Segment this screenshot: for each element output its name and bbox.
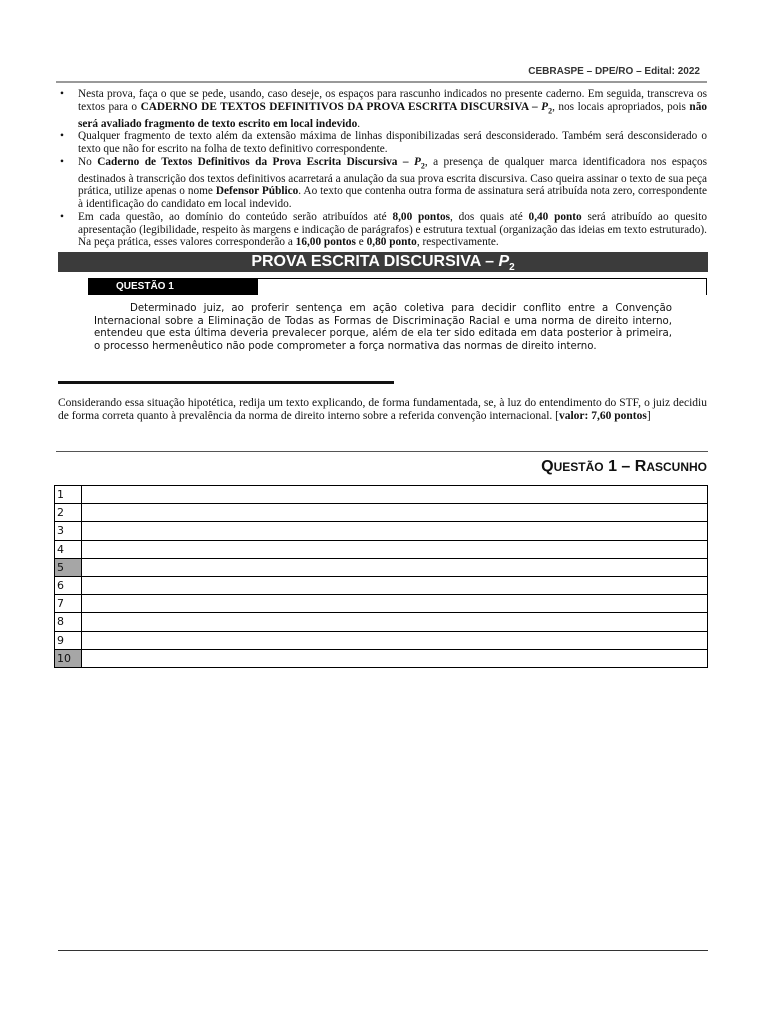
instruction-text: No	[78, 155, 98, 168]
instruction-text: 16,00 pontos	[295, 236, 356, 249]
bullet-icon: •	[60, 155, 64, 168]
question-tab-line	[258, 278, 706, 279]
instruction-item	[58, 130, 707, 155]
draft-line-row	[55, 486, 708, 504]
line-number: 1	[55, 486, 82, 504]
question-prompt	[58, 397, 707, 424]
draft-line-row	[55, 613, 708, 631]
question-tab-text: QUESTÃO 1	[116, 281, 174, 292]
instruction-text: Qualquer fragmento de texto além da extensão máxima de linhas disponibilizadas será desconsiderado. Também será desconsiderado o texto que não for escrito na folha de texto definitivo correspondente.	[78, 130, 707, 156]
prompt-text: Considerando essa situação hipotética, redija um texto explicando, de forma fundamentada, se, à luz do entendimento do STF, o juiz decidiu de forma correta quanto à prevalência da norma de direito interno sobre a referida convenção internacional. [	[58, 397, 707, 423]
section-divider	[58, 381, 394, 384]
draft-title-r: R	[634, 458, 647, 475]
instruction-text: , respectivamente.	[416, 236, 499, 249]
instruction-text: Defensor Público	[215, 185, 299, 198]
draft-line-space	[82, 504, 708, 522]
draft-line-row	[55, 576, 708, 594]
line-number: 6	[55, 576, 82, 594]
draft-title	[400, 458, 707, 476]
exam-title-subscript: 2	[509, 262, 515, 274]
instruction-text: Em cada questão, ao domínio do conteúdo serão atribuídos até	[78, 210, 393, 223]
instruction-item	[58, 88, 707, 130]
case-statement: Determinado juiz, ao proferir sentença em ação coletiva para decidir conflito entre a Convenção Internacional sobre a Eliminação de Todas as Formas de Discriminação Racial e uma norma de direito interno, entendeu que esta última deveria prevalecer porque, além de ela ter sido editada em data posterior à primeira, o processo hermenêutico não pode comprometer a força normativa das normas de direito interno.	[94, 303, 672, 352]
draft-line-space	[82, 613, 708, 631]
bullet-icon: •	[60, 88, 64, 100]
instruction-text: não será avaliado fragmento de texto escrito em local indevido	[78, 100, 707, 130]
draft-line-space	[82, 540, 708, 558]
draft-line-space	[82, 522, 708, 540]
draft-divider	[56, 451, 708, 452]
instruction-text: 2	[548, 105, 553, 115]
draft-title-r-rest: ASCUNHO	[646, 460, 707, 474]
exam-title-letter: P	[498, 253, 510, 270]
instruction-text: 0,80 ponto	[366, 236, 417, 249]
line-number: 5	[55, 558, 82, 576]
draft-title-q-rest: UESTÃO	[553, 460, 604, 474]
line-number: 7	[55, 595, 82, 613]
draft-line-space	[82, 649, 708, 667]
exam-title-bar	[58, 252, 708, 272]
header-divider	[56, 81, 707, 83]
instruction-text: . Ao texto que contenha outra forma de assinatura será atribuída nota zero, correspondente à identificação do candidato em local indevido.	[78, 185, 707, 211]
instruction-text: , nos locais apropriados, pois	[552, 100, 690, 113]
draft-line-space	[82, 631, 708, 649]
draft-line-row	[55, 631, 708, 649]
instruction-item	[58, 211, 707, 249]
prompt-close: ]	[646, 410, 651, 423]
line-number: 8	[55, 613, 82, 631]
instructions-list	[58, 88, 707, 249]
draft-line-row	[55, 522, 708, 540]
draft-lines-table	[54, 485, 708, 668]
prompt-value: valor: 7,60 pontos	[558, 410, 647, 423]
line-number: 3	[55, 522, 82, 540]
line-number: 10	[55, 649, 82, 667]
line-number: 9	[55, 631, 82, 649]
draft-line-row	[55, 504, 708, 522]
question-tab-label	[88, 278, 258, 295]
instruction-text: 0,40 ponto	[528, 210, 582, 223]
draft-line-row	[55, 595, 708, 613]
draft-title-q: Q	[541, 458, 554, 475]
draft-line-space	[82, 576, 708, 594]
instruction-text: e	[355, 236, 367, 249]
instruction-text: P	[541, 100, 549, 113]
instruction-text: Caderno de Textos Definitivos da Prova Escrita Discursiva –	[97, 155, 414, 168]
draft-line-row	[55, 540, 708, 558]
draft-line-row	[55, 558, 708, 576]
instruction-text: Nesta prova, faça o que se pede, usando, caso deseje, os espaços para rascunho indicados no presente caderno. Em seguida, transcreva os textos para o	[78, 88, 707, 113]
bullet-icon: •	[60, 130, 64, 143]
instruction-item	[58, 156, 707, 211]
instruction-text: , dos quais até	[450, 210, 529, 223]
footer-divider	[58, 950, 708, 951]
line-number: 2	[55, 504, 82, 522]
instruction-text: P	[413, 155, 421, 168]
line-number: 4	[55, 540, 82, 558]
instruction-text: será atribuído ao quesito apresentação (legibilidade, respeito às margens e indicação de parágrafos) e estrutura textual (organização das ideias em texto estruturado). Na peça prática, esses valores corresponderão a	[78, 210, 707, 249]
bullet-icon: •	[60, 210, 64, 223]
draft-line-space	[82, 486, 708, 504]
instruction-text: , a presença de qualquer marca identificadora nos espaços destinados à transcrição dos textos definitivos acarretará a anulação da sua prova escrita discursiva. Caso queira assinar o texto de sua peça prática, utilize apenas o nome	[78, 155, 707, 198]
question-tab	[58, 278, 708, 295]
instruction-text: 8,00 pontos	[392, 210, 450, 223]
exam-title: PROVA ESCRITA DISCURSIVA –	[251, 253, 499, 270]
draft-title-number: 1 –	[603, 458, 635, 475]
instruction-text: 2	[420, 161, 425, 171]
draft-line-space	[82, 558, 708, 576]
instruction-text: .	[357, 117, 361, 130]
page-header: CEBRASPE – DPE/RO – Edital: 2022	[528, 66, 700, 77]
draft-line-row	[55, 649, 708, 667]
draft-line-space	[82, 595, 708, 613]
instruction-text: CADERNO DE TEXTOS DEFINITIVOS DA PROVA ESCRITA DISCURSIVA –	[140, 100, 542, 113]
question-tab-end	[706, 278, 707, 295]
